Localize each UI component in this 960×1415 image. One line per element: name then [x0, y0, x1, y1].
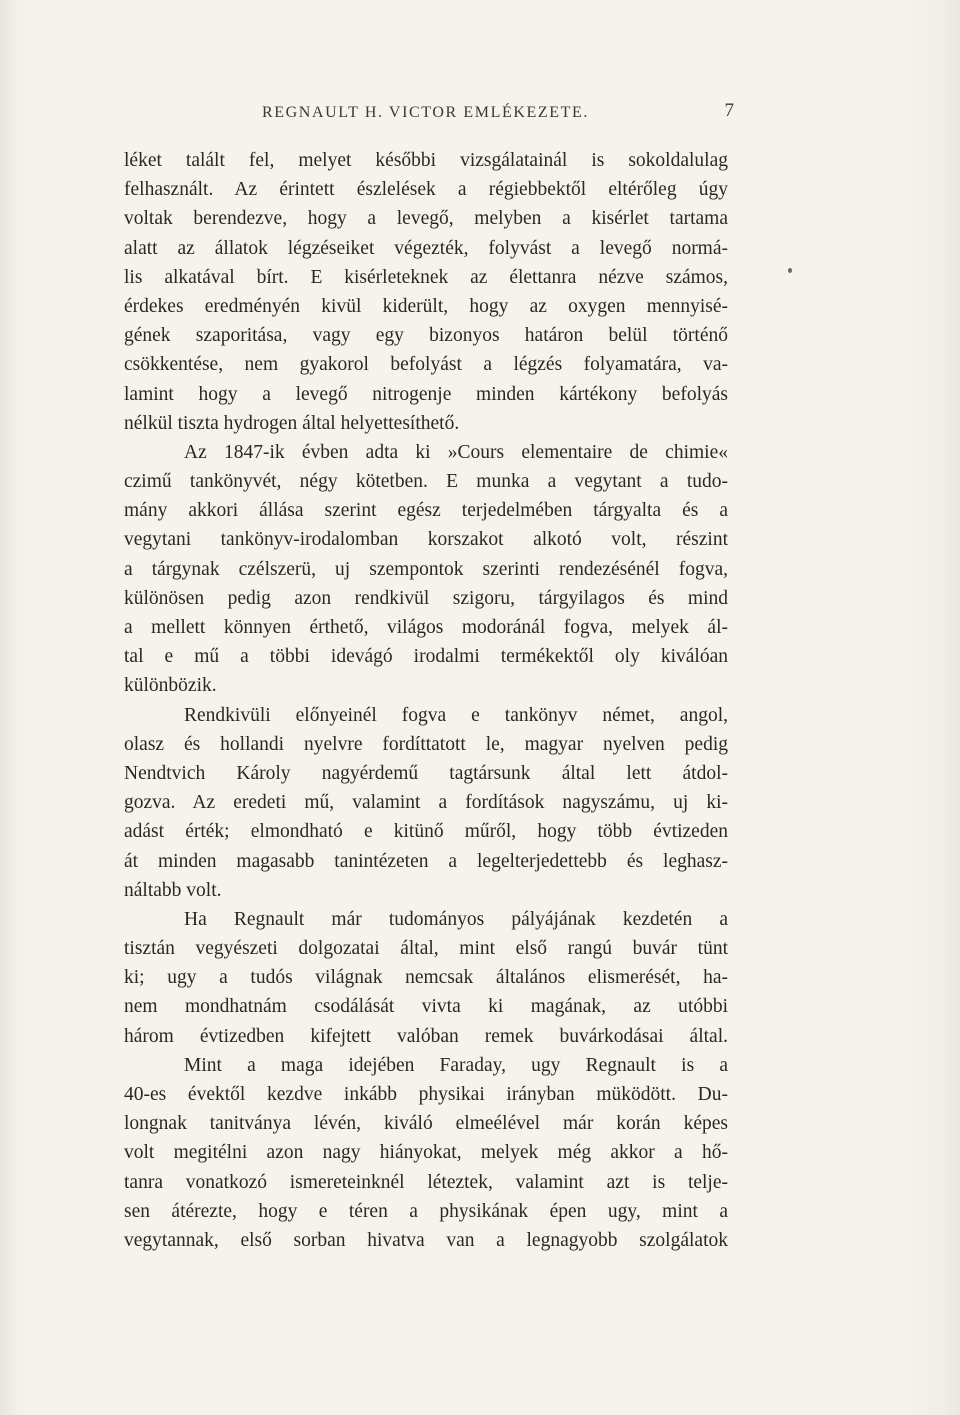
text-line: ki; ugy a tudós világnak nemcsak általános elismerését, ha- [124, 967, 728, 989]
text-line: Az 1847-ik évben adta ki »Cours elementaire de chimie« [184, 441, 728, 463]
text-line: mány akkori állása szerint egész terjedelmében tárgyalta és a [124, 500, 728, 522]
text-line: felhasznált. Az érintett észlelések a régiebbektől eltérőleg úgy [124, 179, 728, 201]
text-line: érdekes eredményén kivül kiderült, hogy az oxygen mennyisé- [124, 295, 728, 317]
text-line: nem mondhatnám csodálását vivta ki magának, az utóbbi [124, 996, 728, 1018]
text-line: volt megitélni azon nagy hiányokat, melyek még akkor a hő- [124, 1142, 728, 1164]
text-line: voltak berendezve, hogy a levegő, melyben a kisérlet tartama [124, 208, 728, 230]
text-line: nélkül tiszta hydrogen által helyettesíthető. [124, 412, 460, 434]
page-header [262, 100, 734, 134]
text-line: lamint hogy a levegő nitrogenje minden kártékony befolyás [124, 383, 728, 405]
text-line: Nendtvich Károly nagyérdemű tagtársunk által lett átdol- [124, 762, 728, 784]
text-line: adást érték; elmondható e kitünő műről, hogy több évtizeden [124, 821, 728, 843]
text-line: lis alkatával bírt. E kisérleteknek az élettanra nézve számos, [124, 266, 728, 288]
text-line: olasz és hollandi nyelvre fordíttatott le, magyar nyelven pedig [124, 733, 728, 755]
text-line: 40-es évektől kezdve inkább physikai irányban müködött. Du- [124, 1084, 728, 1105]
text-line: különbözik. [124, 675, 217, 697]
text-line: három évtizedben kifejtett valóban remek buvárkodásai által. [124, 1025, 728, 1047]
text-line: vegytannak, első sorban hivatva van a legnagyobb szolgálatok [124, 1229, 728, 1251]
text-line: gének szaporitása, vagy egy bizonyos határon belül történő [124, 325, 728, 347]
running-head: REGNAULT H. VICTOR EMLÉKEZETE. [262, 104, 589, 121]
text-line: tisztán vegyészeti dolgozatai által, mint első rangú buvár tünt [124, 938, 728, 960]
text-line: különösen pedig azon rendkivül szigoru, tárgyilagos és mind [124, 587, 728, 609]
text-line: a mellett könnyen érthető, világos modoránál fogva, melyek ál- [124, 617, 728, 638]
text-line: Mint a maga idejében Faraday, ugy Regnault is a [184, 1054, 728, 1076]
text-line: tal e mű a többi idevágó irodalmi termékektől oly kiválóan [124, 646, 728, 668]
body-text [124, 146, 728, 1255]
text-line: czimű tankönyvét, négy kötetben. E munka a vegytant a tudo- [124, 471, 728, 493]
text-line: longnak tanitványa lévén, kiváló elmeélével már korán képes [124, 1113, 728, 1135]
text-line: vegytani tankönyv-irodalomban korszakot alkotó volt, részint [124, 529, 728, 551]
text-line: alatt az állatok légzéseiket végezték, folyvást a levegő normá- [124, 237, 728, 259]
text-line: a tárgynak czélszerü, uj szempontok szerinti rendezésénél fogva, [124, 558, 728, 580]
text-line: sen átérezte, hogy e téren a physikának épen ugy, mint a [124, 1200, 728, 1222]
text-line: Ha Regnault már tudományos pályájának kezdetén a [184, 908, 728, 930]
text-line: náltabb volt. [124, 879, 222, 901]
text-line: gozva. Az eredeti mű, valamint a fordítások nagyszámu, uj ki- [124, 792, 728, 814]
text-line: át minden magasabb tanintézeten a legelterjedettebb és leghasz- [124, 850, 728, 872]
text-line: tanra vonatkozó ismereteinknél léteztek, valamint azt is telje- [124, 1171, 728, 1193]
text-line: Rendkivüli előnyeinél fogva e tankönyv német, angol, [184, 704, 728, 726]
ink-speck [788, 268, 792, 273]
text-line: csökkentése, nem gyakorol befolyást a légzés folyamatára, va- [124, 354, 728, 376]
page-number: 7 [724, 100, 734, 121]
text-line: léket talált fel, melyet későbbi vizsgálatainál is sokoldalulag [124, 150, 728, 171]
